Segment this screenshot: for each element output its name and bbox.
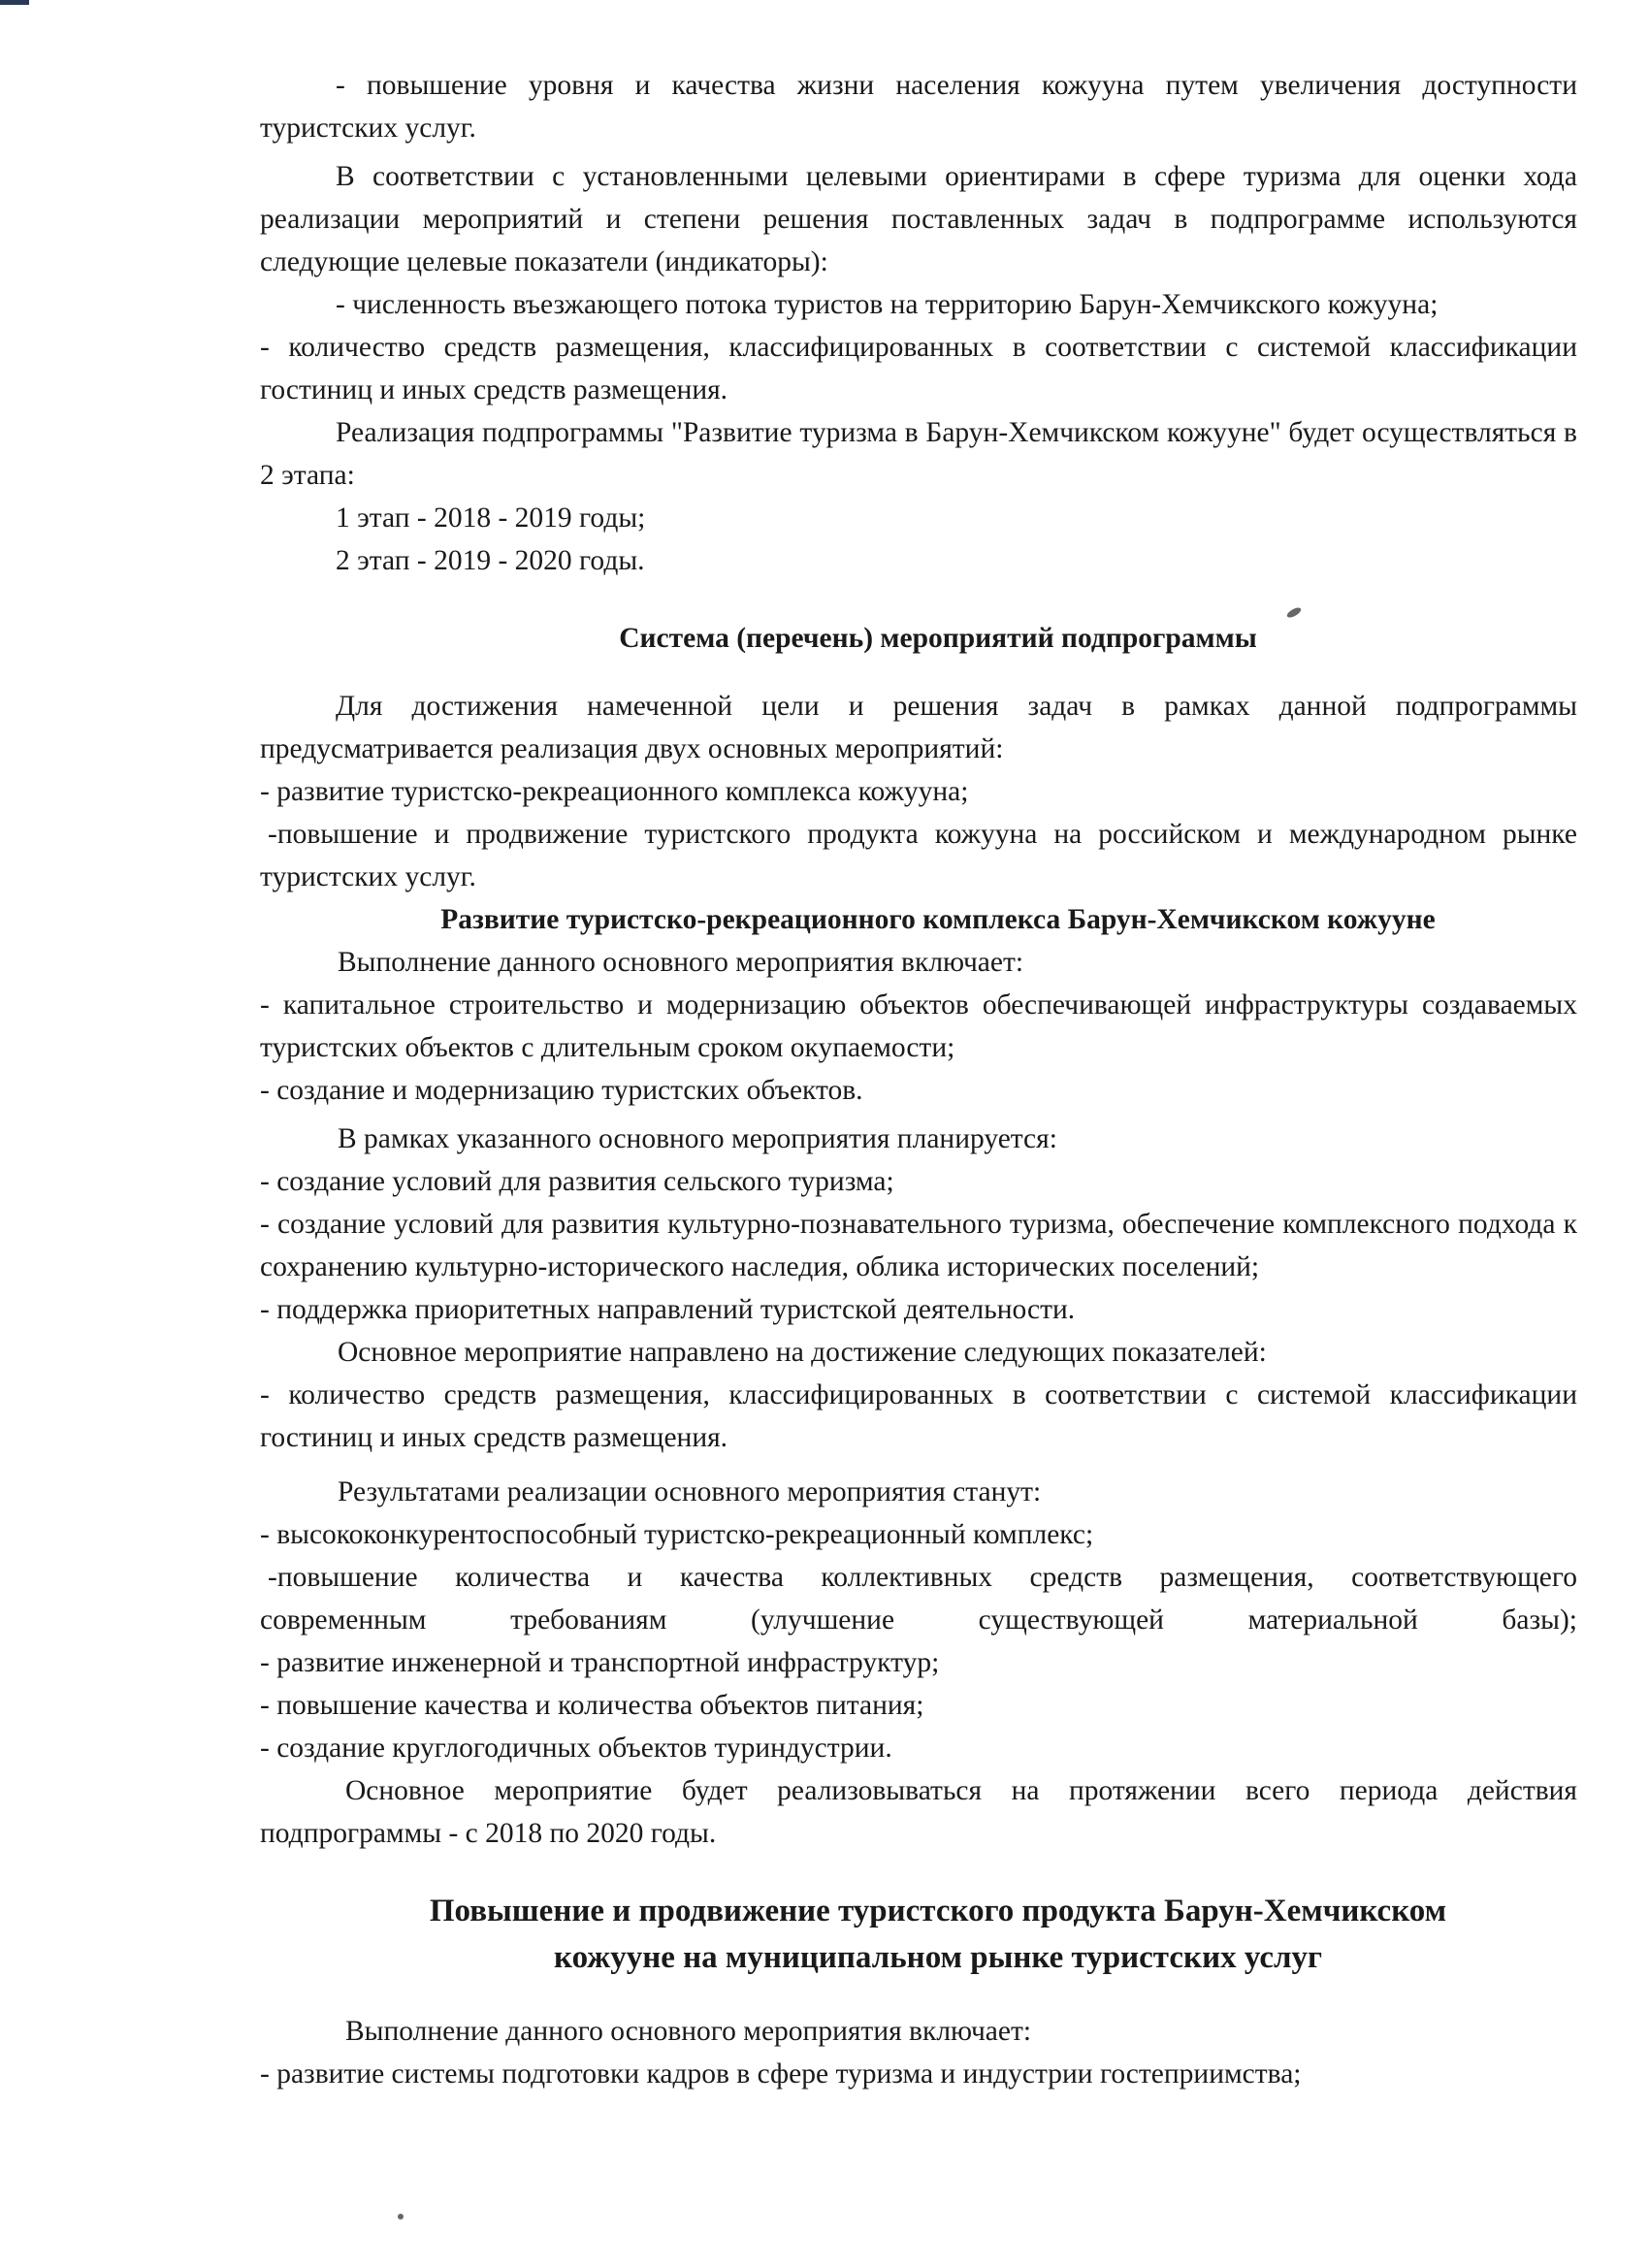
list-item: - высококонкурентоспособный туристско-рекреационный комплекс; [260,1519,1094,1550]
section-heading-line: кожууне на муниципальном рынке туристских услуг [554,1940,1322,1975]
paragraph: Для достижения намеченной цели и решения задач в рамках данной подпрограммы предусматривается реализация двух основных мероприятий: [260,691,1577,764]
scan-speck [398,2214,404,2219]
paragraph: - повышение уровня и качества жизни населения кожууна путем увеличения доступности туристских услуг. [260,70,1577,144]
paragraph: - численность въезжающего потока туристов на территорию Барун-Хемчикского кожууна; [336,289,1439,320]
document-page [260,64,1577,2095]
list-item: - развитие туристско-рекреационного комплекса кожууна; [260,776,969,807]
paragraph: Основное мероприятие будет реализовываться на протяжении всего периода действия подпрограммы - с 2018 по 2020 годы. [260,1775,1577,1849]
list-item: - развитие системы подготовки кадров в сфере туризма и индустрии гостеприимства; [260,2058,1302,2090]
paragraph: - количество средств размещения, классифицированных в соответствии с системой классификации гостиниц и иных средств размещения. [260,332,1577,405]
list-item-continuation: современным требованиям (улучшение существующей материальной базы); [260,1604,1577,1636]
paragraph: Реализация подпрограммы "Развитие туризма в Барун-Хемчикском кожууне" будет осуществляться в 2 этапа: [260,417,1577,491]
list-item: - создание условий для развития культурно-познавательного туризма, обеспечение комплексного подхода к сохранению культурно-исторического наследия, облика исторических поселений; [260,1209,1577,1282]
list-item: - количество средств размещения, классифицированных в соответствии с системой классификации гостиниц и иных средств размещения. [260,1379,1577,1453]
stage-line: 2 этап - 2019 - 2020 годы. [336,545,645,576]
list-item: - повышение качества и количества объектов питания; [260,1690,924,1721]
list-item: - создание условий для развития сельского туризма; [260,1166,894,1197]
stage-line: 1 этап - 2018 - 2019 годы; [336,502,646,534]
section-heading: Развитие туристско-рекреационного комплекса Барун-Хемчикском кожууне [440,904,1436,935]
list-item: -повышение количества и качества коллективных средств размещения, соответствующего [268,1562,1577,1593]
section-heading-line: Повышение и продвижение туристского продукта Барун-Хемчикском [429,1894,1447,1928]
section-heading: Система (перечень) мероприятий подпрограммы [619,623,1257,654]
paragraph: Выполнение данного основного мероприятия включает: [345,2016,1032,2047]
list-item: - поддержка приоритетных направлений туристской деятельности. [260,1294,1076,1325]
list-item: - развитие инженерной и транспортной инфраструктур; [260,1647,940,1678]
paragraph: В соответствии с установленными целевыми ориентирами в сфере туризма для оценки хода реализации мероприятий и степени решения поставленных задач в подпрограмме используются следующие целевые показатели (индикаторы): [260,161,1577,277]
paragraph: Выполнение данного основного мероприятия включает: [338,947,1024,978]
paragraph: Основное мероприятие направлено на достижение следующих показателей: [338,1337,1267,1368]
list-item: - создание и модернизацию туристских объектов. [260,1075,863,1106]
list-item: - капитальное строительство и модернизацию объектов обеспечивающей инфраструктуры создаваемых туристских объектов с длительным сроком окупаемости; [260,989,1577,1063]
paragraph: В рамках указанного основного мероприятия планируется: [338,1123,1057,1154]
list-item: -повышение и продвижение туристского продукта кожууна на российском и международном рынке туристских услуг. [260,819,1577,892]
list-item: - создание круглогодичных объектов туриндустрии. [260,1733,892,1764]
scan-corner-mark [0,0,29,5]
paragraph: Результатами реализации основного мероприятия станут: [338,1476,1042,1507]
